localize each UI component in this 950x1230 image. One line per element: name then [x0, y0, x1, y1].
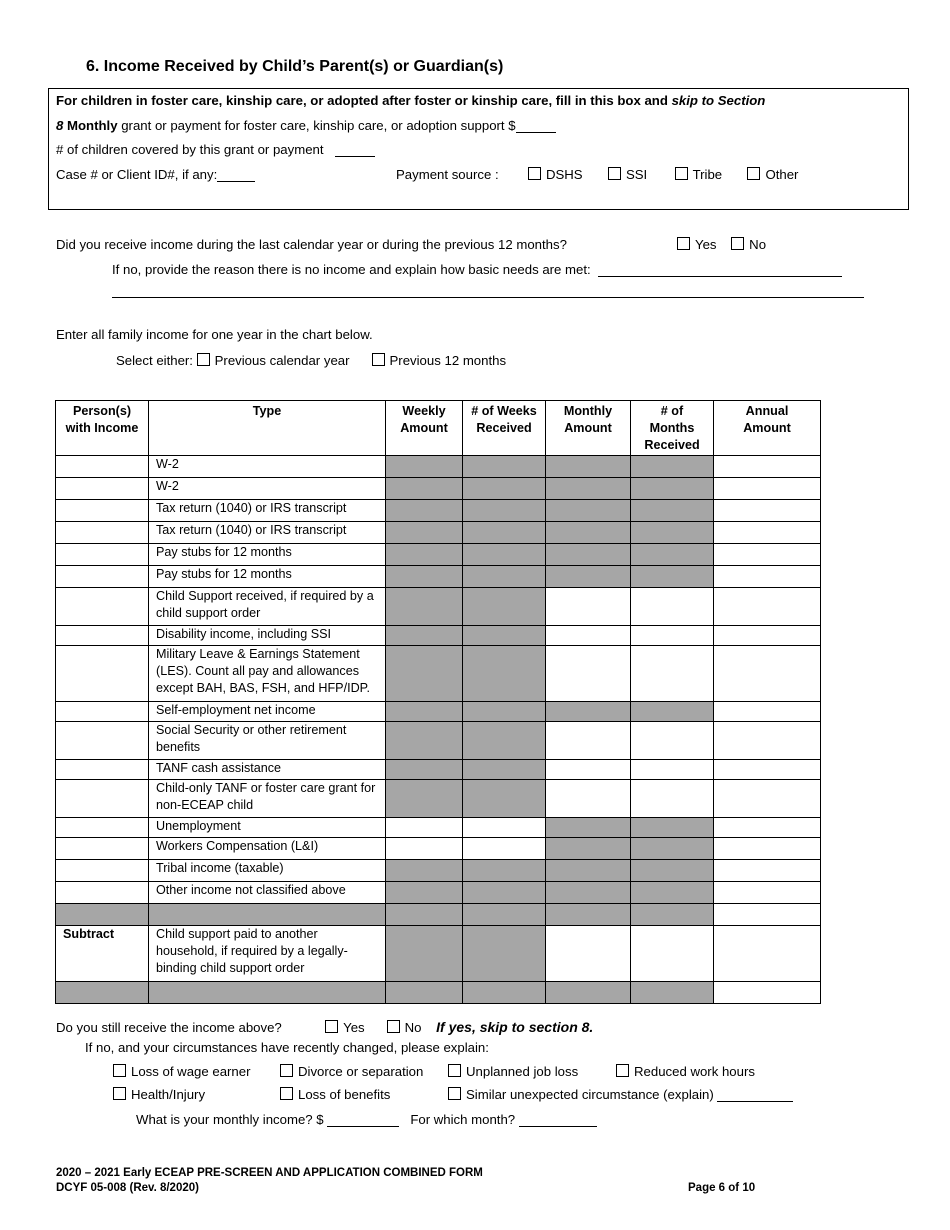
- checkbox-icon[interactable]: [448, 1087, 461, 1100]
- cell-monthly[interactable]: [546, 722, 631, 760]
- cell-months: [631, 456, 714, 478]
- cell-type: [149, 982, 386, 1004]
- cell-months: [631, 544, 714, 566]
- cell-weeks: [463, 566, 546, 588]
- table-row: [56, 882, 821, 904]
- cell-monthly: [546, 860, 631, 882]
- cell-weekly: [386, 646, 463, 702]
- cell-person[interactable]: [56, 860, 149, 882]
- table-row: [56, 626, 821, 646]
- foster-box-line2: 8 Monthly grant or payment for foster care, kinship care, or adoption support $: [56, 118, 556, 133]
- circumstance-job-loss[interactable]: Unplanned job loss: [448, 1064, 578, 1079]
- checkbox-icon[interactable]: [113, 1087, 126, 1100]
- cell-person[interactable]: [56, 838, 149, 860]
- cell-weekly: [386, 780, 463, 818]
- cell-person[interactable]: [56, 566, 149, 588]
- checkbox-icon[interactable]: [325, 1020, 338, 1033]
- foster-box-line3: # of children covered by this grant or payment: [56, 142, 375, 157]
- cell-person[interactable]: [56, 982, 149, 1004]
- cell-months: [631, 478, 714, 500]
- cell-monthly: [546, 838, 631, 860]
- cell-weeks: [463, 500, 546, 522]
- cell-annual[interactable]: [714, 982, 821, 1004]
- cell-type: Workers Compensation (L&I): [149, 838, 386, 860]
- circumstance-loss-benefits[interactable]: Loss of benefits: [280, 1087, 390, 1102]
- income-yes-option[interactable]: Yes: [677, 237, 717, 252]
- no-income-explain: If no, provide the reason there is no income and explain how basic needs are met:: [112, 262, 842, 277]
- cell-months: [631, 500, 714, 522]
- cell-months: [631, 566, 714, 588]
- cell-weekly: [386, 478, 463, 500]
- cell-annual[interactable]: [714, 860, 821, 882]
- circumstance-similar[interactable]: Similar unexpected circumstance (explain): [448, 1087, 793, 1102]
- changed-explain: If no, and your circumstances have recently changed, please explain:: [85, 1040, 489, 1055]
- cell-annual[interactable]: [714, 626, 821, 646]
- cell-monthly[interactable]: [546, 760, 631, 780]
- checkbox-icon[interactable]: [608, 167, 621, 180]
- cell-months: [631, 860, 714, 882]
- checkbox-icon[interactable]: [675, 167, 688, 180]
- cell-annual[interactable]: [714, 926, 821, 982]
- no-income-reason-field[interactable]: [598, 276, 842, 277]
- foster-box-line1: For children in foster care, kinship care, or adopted after foster or kinship care, fill in this box and skip to Section: [56, 93, 766, 108]
- cell-type: Disability income, including SSI: [149, 626, 386, 646]
- cell-weekly: [386, 904, 463, 926]
- cell-weekly: [386, 456, 463, 478]
- cell-weekly: [386, 626, 463, 646]
- period-option-12-months[interactable]: Previous 12 months: [372, 353, 507, 368]
- checkbox-icon[interactable]: [197, 353, 210, 366]
- cell-months[interactable]: [631, 722, 714, 760]
- cell-monthly[interactable]: [546, 588, 631, 626]
- cell-annual[interactable]: [714, 760, 821, 780]
- header-weeks: # of Weeks Received: [463, 401, 546, 456]
- cell-type: Social Security or other retirement benefits: [149, 722, 386, 760]
- cell-months: [631, 882, 714, 904]
- cell-type: Tax return (1040) or IRS transcript: [149, 500, 386, 522]
- cell-annual[interactable]: [714, 566, 821, 588]
- table-row: [56, 926, 821, 982]
- income-table: [55, 400, 821, 1004]
- cell-person[interactable]: Subtract: [56, 926, 149, 982]
- cell-months: [631, 522, 714, 544]
- cell-weeks: [463, 780, 546, 818]
- checkbox-icon[interactable]: [372, 353, 385, 366]
- header-person: Person(s) with Income: [56, 401, 149, 456]
- cell-monthly[interactable]: [546, 926, 631, 982]
- case-id-field[interactable]: [217, 181, 255, 182]
- cell-monthly: [546, 702, 631, 722]
- checkbox-icon[interactable]: [387, 1020, 400, 1033]
- cell-weeks: [463, 926, 546, 982]
- cell-months: [631, 702, 714, 722]
- cell-person[interactable]: [56, 522, 149, 544]
- table-row: [56, 588, 821, 626]
- income-question: Did you receive income during the last calendar year or during the previous 12 months?: [56, 237, 567, 252]
- cell-monthly: [546, 478, 631, 500]
- monthly-grant-field[interactable]: [516, 132, 556, 133]
- cell-type: Child Support received, if required by a child support order: [149, 588, 386, 626]
- cell-weeks[interactable]: [463, 838, 546, 860]
- cell-person[interactable]: [56, 588, 149, 626]
- still-no-option[interactable]: No: [387, 1020, 422, 1035]
- cell-monthly: [546, 500, 631, 522]
- cell-weeks: [463, 904, 546, 926]
- cell-weekly: [386, 882, 463, 904]
- cell-weekly: [386, 566, 463, 588]
- cell-months: [631, 982, 714, 1004]
- cell-annual[interactable]: [714, 818, 821, 838]
- footer-page-number: Page 6 of 10: [688, 1182, 756, 1194]
- cell-annual[interactable]: [714, 646, 821, 702]
- cell-weekly: [386, 500, 463, 522]
- monthly-income-row: What is your monthly income? $ For which month?: [136, 1112, 597, 1127]
- cell-monthly: [546, 882, 631, 904]
- cell-type: Unemployment: [149, 818, 386, 838]
- table-row: [56, 456, 821, 478]
- cell-type: TANF cash assistance: [149, 760, 386, 780]
- cell-weeks: [463, 544, 546, 566]
- cell-weekly: [386, 702, 463, 722]
- section-title: 6. Income Received by Child’s Parent(s) or Guardian(s): [86, 58, 504, 75]
- cell-monthly[interactable]: [546, 780, 631, 818]
- cell-annual[interactable]: [714, 588, 821, 626]
- monthly-income-field[interactable]: [327, 1126, 399, 1127]
- table-row: [56, 780, 821, 818]
- cell-person[interactable]: [56, 722, 149, 760]
- table-row: [56, 500, 821, 522]
- cell-type: [149, 904, 386, 926]
- cell-type: Pay stubs for 12 months: [149, 566, 386, 588]
- cell-type: Other income not classified above: [149, 882, 386, 904]
- still-receive-row: Do you still receive the income above? Yes No If yes, skip to section 8.: [56, 1019, 594, 1035]
- cell-monthly[interactable]: [546, 646, 631, 702]
- table-row: [56, 646, 821, 702]
- cell-annual[interactable]: [714, 702, 821, 722]
- payment-option-ssi[interactable]: SSI: [608, 167, 647, 182]
- checkbox-icon[interactable]: [113, 1064, 126, 1077]
- cell-weeks: [463, 982, 546, 1004]
- cell-weekly: [386, 926, 463, 982]
- table-row: [56, 722, 821, 760]
- checkbox-icon[interactable]: [747, 167, 760, 180]
- cell-type: Child-only TANF or foster care grant for non-ECEAP child: [149, 780, 386, 818]
- table-row: [56, 702, 821, 722]
- still-yes-option[interactable]: Yes: [325, 1020, 365, 1035]
- header-monthly: Monthly Amount: [546, 401, 631, 456]
- cell-weeks: [463, 760, 546, 780]
- similar-explain-field[interactable]: [717, 1101, 793, 1102]
- checkbox-icon[interactable]: [616, 1064, 629, 1077]
- cell-type: Child support paid to another household, if required by a legally-binding child support order: [149, 926, 386, 982]
- cell-weeks: [463, 702, 546, 722]
- checkbox-icon[interactable]: [280, 1064, 293, 1077]
- children-covered-field[interactable]: [335, 156, 375, 157]
- cell-months: [631, 818, 714, 838]
- period-select-row: Select either: Previous calendar year Previous 12 months: [116, 353, 507, 368]
- cell-weekly[interactable]: [386, 818, 463, 838]
- header-months: # of Months Received: [631, 401, 714, 456]
- cell-type: Tribal income (taxable): [149, 860, 386, 882]
- checkbox-icon[interactable]: [528, 167, 541, 180]
- cell-annual[interactable]: [714, 456, 821, 478]
- circumstance-reduced-hours[interactable]: Reduced work hours: [616, 1064, 755, 1079]
- cell-type: Pay stubs for 12 months: [149, 544, 386, 566]
- cell-type: Self-employment net income: [149, 702, 386, 722]
- foster-care-box: [48, 88, 909, 210]
- checkbox-icon[interactable]: [280, 1087, 293, 1100]
- table-row: [56, 478, 821, 500]
- cell-weeks: [463, 588, 546, 626]
- cell-weeks: [463, 646, 546, 702]
- cell-annual[interactable]: [714, 522, 821, 544]
- cell-type: Tax return (1040) or IRS transcript: [149, 522, 386, 544]
- income-no-option[interactable]: No: [731, 237, 766, 252]
- cell-monthly: [546, 544, 631, 566]
- cell-person[interactable]: [56, 818, 149, 838]
- cell-months[interactable]: [631, 926, 714, 982]
- cell-months: [631, 838, 714, 860]
- table-row: [56, 566, 821, 588]
- cell-weeks[interactable]: [463, 818, 546, 838]
- footer-form-number: DCYF 05-008 (Rev. 8/2020): [56, 1182, 199, 1194]
- cell-weeks: [463, 860, 546, 882]
- cell-person[interactable]: [56, 702, 149, 722]
- cell-weeks: [463, 626, 546, 646]
- cell-person[interactable]: [56, 478, 149, 500]
- cell-person[interactable]: [56, 500, 149, 522]
- cell-months: [631, 904, 714, 926]
- cell-annual[interactable]: [714, 544, 821, 566]
- cell-weekly: [386, 982, 463, 1004]
- table-row: [56, 838, 821, 860]
- checkbox-icon[interactable]: [731, 237, 744, 250]
- table-header-row: [56, 401, 821, 456]
- cell-weekly: [386, 544, 463, 566]
- cell-person[interactable]: [56, 780, 149, 818]
- footer-form-title: 2020 – 2021 Early ECEAP PRE-SCREEN AND APPLICATION COMBINED FORM: [56, 1167, 483, 1179]
- period-option-calendar[interactable]: Previous calendar year: [197, 353, 350, 368]
- no-income-reason-line2[interactable]: [112, 297, 864, 298]
- table-row: [56, 860, 821, 882]
- cell-annual[interactable]: [714, 838, 821, 860]
- cell-person[interactable]: [56, 626, 149, 646]
- cell-weeks: [463, 722, 546, 760]
- payment-option-other[interactable]: Other: [747, 167, 798, 182]
- table-row: [56, 522, 821, 544]
- cell-type: W-2: [149, 478, 386, 500]
- cell-annual[interactable]: [714, 904, 821, 926]
- circumstance-loss-wage[interactable]: Loss of wage earner: [113, 1064, 251, 1079]
- cell-monthly: [546, 522, 631, 544]
- table-row: [56, 760, 821, 780]
- cell-person[interactable]: [56, 760, 149, 780]
- cell-weekly: [386, 588, 463, 626]
- cell-person[interactable]: [56, 882, 149, 904]
- header-annual: Annual Amount: [714, 401, 821, 456]
- cell-weekly: [386, 522, 463, 544]
- circumstance-health[interactable]: Health/Injury: [113, 1087, 205, 1102]
- cell-weekly: [386, 760, 463, 780]
- cell-annual[interactable]: [714, 500, 821, 522]
- cell-monthly: [546, 904, 631, 926]
- income-question-options: [677, 237, 766, 252]
- table-row: [56, 544, 821, 566]
- checkbox-icon[interactable]: [677, 237, 690, 250]
- cell-weeks: [463, 478, 546, 500]
- cell-weekly[interactable]: [386, 838, 463, 860]
- payment-option-dshs[interactable]: DSHS: [528, 167, 583, 182]
- cell-weeks: [463, 456, 546, 478]
- cell-monthly: [546, 456, 631, 478]
- header-weekly: Weekly Amount: [386, 401, 463, 456]
- circumstance-divorce[interactable]: Divorce or separation: [280, 1064, 423, 1079]
- cell-annual[interactable]: [714, 722, 821, 760]
- table-row: [56, 982, 821, 1004]
- cell-monthly: [546, 818, 631, 838]
- chart-intro: Enter all family income for one year in the chart below.: [56, 327, 373, 342]
- header-type: Type: [149, 401, 386, 456]
- cell-monthly: [546, 566, 631, 588]
- payment-source-row: Payment source : DSHS SSI Tribe Other: [396, 167, 799, 182]
- cell-annual[interactable]: [714, 882, 821, 904]
- cell-months[interactable]: [631, 780, 714, 818]
- table-row: [56, 904, 821, 926]
- cell-person[interactable]: [56, 904, 149, 926]
- which-month-field[interactable]: [519, 1126, 597, 1127]
- cell-type: W-2: [149, 456, 386, 478]
- cell-type: Military Leave & Earnings Statement (LES). Count all pay and allowances except BAH, BAS, FSH, and HFP/IDP.: [149, 646, 386, 702]
- cell-weeks: [463, 882, 546, 904]
- cell-months[interactable]: [631, 588, 714, 626]
- cell-weekly: [386, 860, 463, 882]
- cell-weekly: [386, 722, 463, 760]
- payment-option-tribe[interactable]: Tribe: [675, 167, 723, 182]
- table-row: [56, 818, 821, 838]
- checkbox-icon[interactable]: [448, 1064, 461, 1077]
- cell-annual[interactable]: [714, 478, 821, 500]
- cell-months[interactable]: [631, 760, 714, 780]
- cell-monthly[interactable]: [546, 626, 631, 646]
- cell-monthly: [546, 982, 631, 1004]
- cell-weeks: [463, 522, 546, 544]
- cell-person[interactable]: [56, 646, 149, 702]
- skip-note: If yes, skip to section 8.: [436, 1019, 594, 1035]
- cell-person[interactable]: [56, 456, 149, 478]
- foster-box-line4: Case # or Client ID#, if any:: [56, 167, 255, 182]
- cell-months[interactable]: [631, 626, 714, 646]
- cell-months[interactable]: [631, 646, 714, 702]
- cell-annual[interactable]: [714, 780, 821, 818]
- cell-person[interactable]: [56, 544, 149, 566]
